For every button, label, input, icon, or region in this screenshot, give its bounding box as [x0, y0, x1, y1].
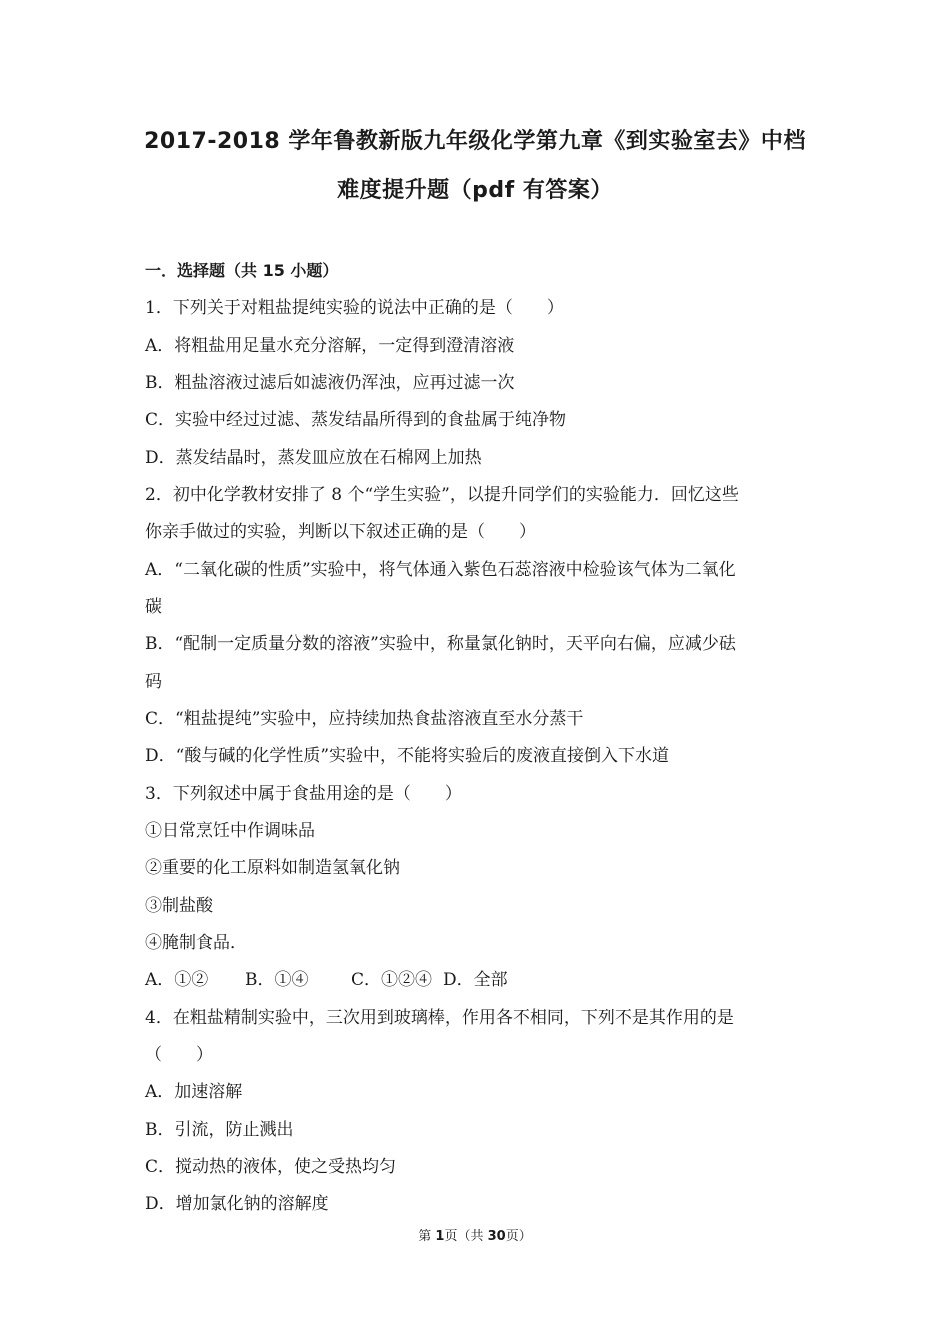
q4-option-a: A．加速溶解: [145, 1082, 243, 1102]
q1-option-b: B．粗盐溶液过滤后如滤液仍浑浊，应再过滤一次: [145, 373, 515, 393]
footer-page-number: 1: [435, 1229, 445, 1244]
q2-option-a-line-2: 碳: [145, 597, 162, 617]
q2-stem-line-1: 2．初中化学教材安排了 8 个“学生实验”，以提升同学们的实验能力．回忆这些: [145, 485, 739, 505]
q1-option-c: C．实验中经过过滤、蒸发结晶所得到的食盐属于纯净物: [145, 410, 567, 430]
q3-stem: 3．下列叙述中属于食盐用途的是（ ）: [145, 784, 462, 804]
q3-option-b: B．①④: [245, 970, 309, 990]
footer-middle: 页（共: [444, 1229, 488, 1244]
q2-option-b-line-1: B．“配制一定质量分数的溶液”实验中，称量氯化钠时，天平向右偏，应减少砝: [145, 634, 736, 654]
q3-option-a: A．①②: [145, 970, 209, 990]
q4-option-d: D．增加氯化钠的溶解度: [145, 1194, 329, 1214]
q2-option-a-line-1: A．“二氧化碳的性质”实验中，将气体通入紫色石蕊溶液中检验该气体为二氧化: [145, 560, 736, 580]
document-title-line-2: 难度提升题（pdf 有答案）: [337, 178, 613, 203]
q3-item-2: ②重要的化工原料如制造氢氧化钠: [145, 858, 400, 878]
footer-suffix: 页）: [505, 1229, 532, 1244]
q2-option-b-line-2: 码: [145, 672, 162, 692]
q3-item-3: ③制盐酸: [145, 896, 213, 916]
q4-option-c: C．搅动热的液体，使之受热均匀: [145, 1157, 397, 1177]
q4-stem-line-2: （ ）: [145, 1045, 213, 1065]
section-heading: 一．选择题（共 15 小题）: [145, 261, 339, 280]
q3-option-d: D．全部: [443, 970, 508, 990]
q1-stem: 1．下列关于对粗盐提纯实验的说法中正确的是（ ）: [145, 298, 564, 318]
footer-total-pages: 30: [487, 1229, 506, 1244]
q3-options-row: [145, 968, 508, 992]
q3-item-1: ①日常烹饪中作调味品: [145, 821, 315, 841]
q4-option-b: B．引流，防止溅出: [145, 1120, 294, 1140]
q2-stem-line-2: 你亲手做过的实验，判断以下叙述正确的是（ ）: [145, 522, 536, 542]
q2-option-d: D．“酸与碱的化学性质”实验中，不能将实验后的废液直接倒入下水道: [145, 746, 670, 766]
q4-stem-line-1: 4．在粗盐精制实验中，三次用到玻璃棒，作用各不相同，下列不是其作用的是: [145, 1008, 734, 1028]
q3-item-4: ④腌制食品．: [145, 933, 247, 953]
footer-prefix: 第: [418, 1229, 436, 1244]
document-title-line-1: 2017-2018 学年鲁教新版九年级化学第九章《到实验室去》中档: [144, 129, 806, 154]
q3-option-c: C．①②④: [351, 970, 433, 990]
page-footer: [0, 1228, 950, 1246]
q2-option-c: C．“粗盐提纯”实验中，应持续加热食盐溶液直至水分蒸干: [145, 709, 584, 729]
q1-option-d: D．蒸发结晶时，蒸发皿应放在石棉网上加热: [145, 448, 482, 468]
q1-option-a: A．将粗盐用足量水充分溶解，一定得到澄清溶液: [145, 336, 515, 356]
